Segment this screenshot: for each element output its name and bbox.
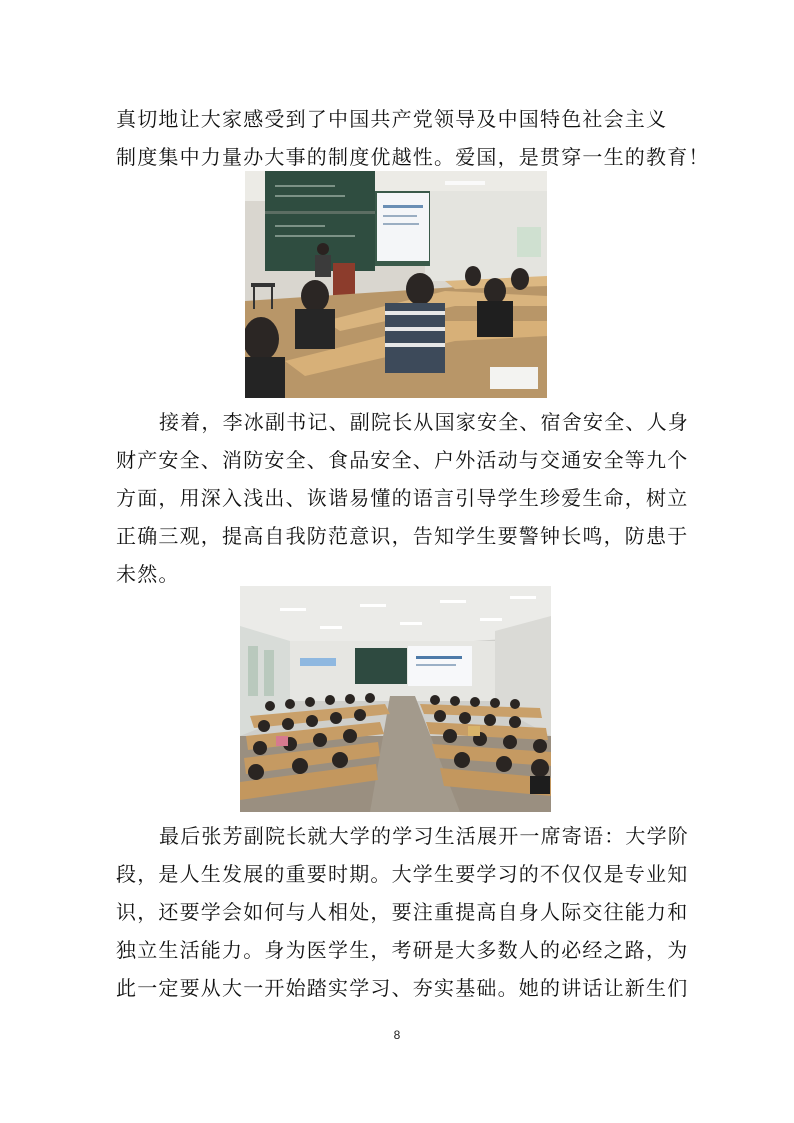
paragraph-line: 制度集中力量办大事的制度优越性。爱国，是贯穿一生的教育！: [116, 145, 710, 169]
paragraph-2: [116, 403, 689, 593]
paragraph-line: 财产安全、消防安全、食品安全、户外活动与交通安全等九个: [116, 448, 689, 472]
lecture-hall-photo: [240, 586, 551, 812]
page-number: 8: [393, 1028, 401, 1042]
paragraph-line: 最后张芳副院长就大学的学习生活展开一席寄语：大学阶: [159, 824, 689, 848]
paragraph-line: 此一定要从大一开始踏实学习、夯实基础。她的讲话让新生们: [116, 976, 689, 1000]
paragraph-line: 独立生活能力。身为医学生，考研是大多数人的必经之路，为: [116, 938, 689, 962]
paragraph-line: 方面，用深入浅出、诙谐易懂的语言引导学生珍爱生命，树立: [116, 486, 689, 510]
paragraph-3: [116, 817, 689, 1007]
paragraph-line: 接着，李冰副书记、副院长从国家安全、宿舍安全、人身: [159, 410, 689, 434]
paragraph-line: 段，是人生发展的重要时期。大学生要学习的不仅仅是专业知: [116, 862, 689, 886]
paragraph-line: 真切地让大家感受到了中国共产党领导及中国特色社会主义: [116, 107, 668, 131]
classroom-speaker-photo: [245, 171, 547, 398]
paragraph-line: 识，还要学会如何与人相处，要注重提高自身人际交往能力和: [116, 900, 689, 924]
paragraph-1: [116, 100, 710, 176]
paragraph-line: 未然。: [116, 562, 180, 586]
paragraph-line: 正确三观，提高自我防范意识，告知学生要警钟长鸣，防患于: [116, 524, 689, 548]
